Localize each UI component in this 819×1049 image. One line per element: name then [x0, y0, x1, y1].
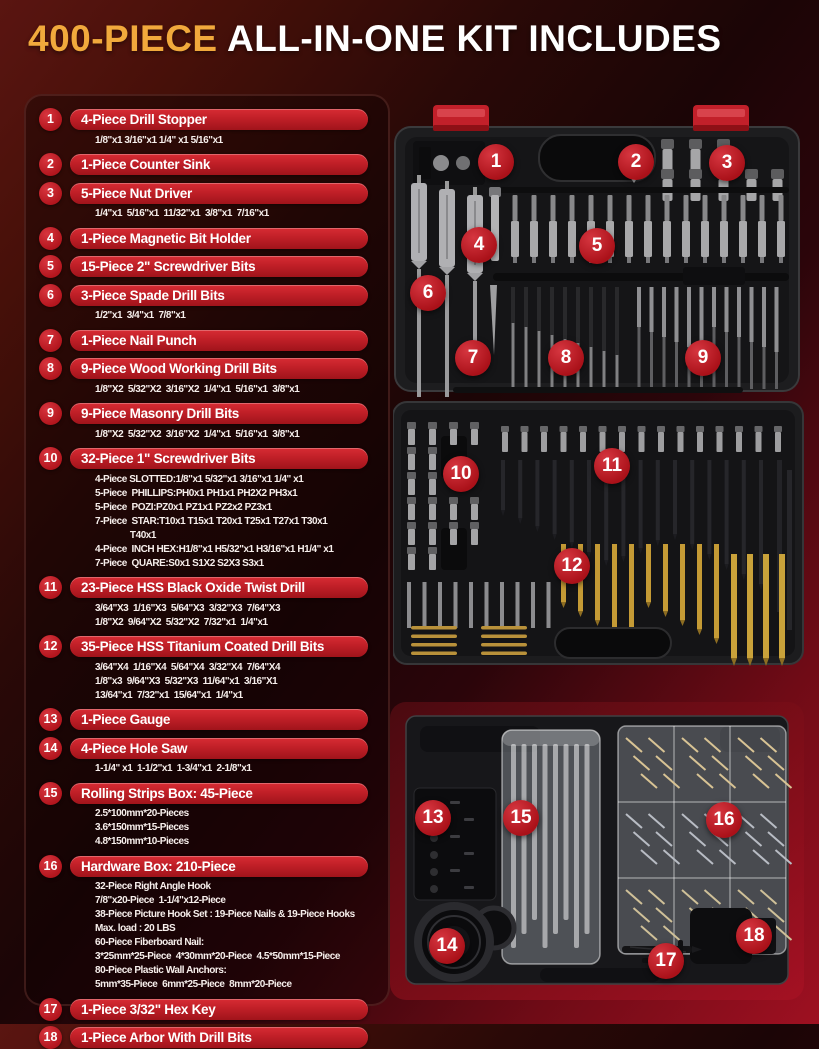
list-item-head	[39, 737, 388, 760]
item-detail-line: 3/64"X3 1/16"X3 5/64"X3 3/32"X3 7/64"X3	[95, 602, 281, 614]
list-item	[39, 153, 388, 176]
item-detail-line: 32-Piece Right Angle Hook	[95, 881, 211, 892]
item-detail-line: 1/8"x3 9/64"X3 5/32"X3 11/64"x1 3/16"X1	[95, 675, 278, 687]
item-banner: 1-Piece Nail Punch	[70, 330, 368, 351]
item-details	[95, 602, 388, 630]
item-number-badge: 1	[39, 108, 62, 131]
kit-list-panel	[24, 94, 390, 1045]
list-item-head	[39, 182, 388, 205]
item-number-badge: 14	[39, 737, 62, 760]
item-banner: 1-Piece 3/32" Hex Key	[70, 999, 368, 1020]
photo-callout-10: 10	[443, 456, 479, 492]
item-detail-line: 3*25mm*25-Piece 4*30mm*20-Piece 4.5*50mm*15-Piece	[95, 951, 341, 962]
photo-callout-9: 9	[685, 340, 721, 376]
item-number-badge: 6	[39, 284, 62, 307]
list-item-head	[39, 635, 388, 658]
item-details	[95, 428, 388, 442]
list-item-head	[39, 357, 388, 380]
item-details	[95, 309, 388, 323]
item-number-badge: 4	[39, 227, 62, 250]
list-item-head	[39, 782, 388, 805]
list-item	[39, 998, 388, 1021]
list-item-head	[39, 855, 388, 878]
list-item	[39, 284, 388, 324]
kit-list	[39, 108, 388, 1049]
item-banner: 23-Piece HSS Black Oxide Twist Drill	[70, 577, 368, 598]
item-detail-line: 4-Piece SLOTTED:1/8"x1 5/32"x1 3/16"x1 1/4" x1	[95, 473, 304, 485]
item-detail-line: 7-Piece QUARE:S0x1 S1X2 S2X3 S3x1	[95, 557, 264, 569]
photo-callout-15: 15	[503, 800, 539, 836]
item-banner: 9-Piece Wood Working Drill Bits	[70, 358, 368, 379]
item-detail-line: 3/64"X4 1/16"X4 5/64"X4 3/32"X4 7/64"X4	[95, 661, 281, 673]
item-banner: 1-Piece Magnetic Bit Holder	[70, 228, 368, 249]
item-number-badge: 16	[39, 855, 62, 878]
photo-callout-7: 7	[455, 340, 491, 376]
item-banner: 4-Piece Hole Saw	[70, 738, 368, 759]
item-detail-line: 7/8"x20-Piece 1-1/4"x12-Piece	[95, 895, 226, 906]
item-detail-line: 2.5*100mm*20-Pieces	[95, 808, 189, 819]
list-item	[39, 708, 388, 731]
photo-callout-13: 13	[415, 800, 451, 836]
item-banner: 9-Piece Masonry Drill Bits	[70, 403, 368, 424]
item-detail-line: 1-1/4" x1 1-1/2"x1 1-3/4"x1 2-1/8"x1	[95, 763, 252, 774]
item-detail-line: 4.8*150mm*10-Pieces	[95, 836, 189, 847]
item-details	[95, 807, 388, 849]
item-detail-line: 4-Piece INCH HEX:H1/8"x1 H5/32"x1 H3/16"x1 H1/4" x1	[95, 543, 334, 555]
list-item	[39, 737, 388, 777]
item-detail-line: 7-Piece STAR:T10x1 T15x1 T20x1 T25x1 T27x1 T30x1	[95, 515, 328, 527]
title-highlight: 400-PIECE	[28, 18, 218, 59]
item-number-badge: 18	[39, 1026, 62, 1049]
photo-callout-14: 14	[429, 928, 465, 964]
photo-callout-2: 2	[618, 144, 654, 180]
item-number-badge: 17	[39, 998, 62, 1021]
list-item-head	[39, 998, 388, 1021]
list-item-head	[39, 1026, 388, 1049]
list-item	[39, 182, 388, 222]
list-item-head	[39, 153, 388, 176]
item-details	[95, 134, 388, 148]
item-details	[95, 762, 388, 776]
title-rest: ALL-IN-ONE KIT INCLUDES	[217, 18, 722, 59]
item-number-badge: 9	[39, 402, 62, 425]
list-item	[39, 108, 388, 148]
photo-callout-18: 18	[736, 918, 772, 954]
list-item-head	[39, 447, 388, 470]
item-detail-line: 5-Piece PHILLIPS:PH0x1 PH1x1 PH2X2 PH3x1	[95, 487, 298, 499]
item-details	[95, 207, 388, 221]
list-item-head	[39, 402, 388, 425]
item-banner: 5-Piece Nut Driver	[70, 183, 368, 204]
item-detail-line: 1/8"X2 5/32"X2 3/16"X2 1/4"x1 5/16"x1 3/8"x1	[95, 383, 300, 395]
item-number-badge: 7	[39, 329, 62, 352]
list-item-head	[39, 227, 388, 250]
case-bottom-illustration	[393, 396, 807, 670]
list-item-head	[39, 329, 388, 352]
list-item	[39, 329, 388, 352]
photo-accessory-tray	[390, 696, 810, 1006]
list-item-head	[39, 576, 388, 599]
item-number-badge: 8	[39, 357, 62, 380]
photo-case-top	[393, 103, 807, 397]
page-title	[28, 18, 722, 60]
item-banner: 32-Piece 1" Screwdriver Bits	[70, 448, 368, 469]
list-item-head	[39, 255, 388, 278]
item-number-badge: 11	[39, 576, 62, 599]
item-details	[95, 383, 388, 397]
list-item	[39, 447, 388, 571]
list-item-head	[39, 108, 388, 131]
item-banner: 3-Piece Spade Drill Bits	[70, 285, 368, 306]
item-detail-line: 80-Piece Plastic Wall Anchors:	[95, 965, 227, 976]
item-banner: 1-Piece Gauge	[70, 709, 368, 730]
item-detail-line: Max. load : 20 LBS	[95, 923, 176, 934]
list-item	[39, 1026, 388, 1049]
item-detail-line: 3.6*150mm*15-Pieces	[95, 822, 189, 833]
item-detail-line: 60-Piece Fiberboard Nail:	[95, 937, 204, 948]
photo-case-bottom	[393, 396, 807, 670]
item-detail-line: 1/8"X2 9/64"X2 5/32"X2 7/32"x1 1/4"x1	[95, 616, 268, 628]
item-detail-line: 1/8"x1 3/16"x1 1/4" x1 5/16"x1	[95, 134, 223, 146]
item-detail-line: 13/64"x1 7/32"x1 15/64"x1 1/4"x1	[95, 689, 243, 701]
item-number-badge: 10	[39, 447, 62, 470]
list-item	[39, 782, 388, 850]
item-banner: Rolling Strips Box: 45-Piece	[70, 783, 368, 804]
list-item	[39, 855, 388, 993]
photo-callout-4: 4	[461, 227, 497, 263]
item-banner: 1-Piece Counter Sink	[70, 154, 368, 175]
list-item	[39, 402, 388, 442]
list-item-head	[39, 708, 388, 731]
item-banner: 4-Piece Drill Stopper	[70, 109, 368, 130]
item-number-badge: 3	[39, 182, 62, 205]
item-detail-line: 1/4"x1 5/16"x1 11/32"x1 3/8"x1 7/16"x1	[95, 208, 269, 219]
photo-callout-12: 12	[554, 548, 590, 584]
photo-callout-1: 1	[478, 144, 514, 180]
photo-callout-3: 3	[709, 145, 745, 181]
item-detail-line: 1/2"x1 3/4"x1 7/8"x1	[95, 310, 186, 321]
item-number-badge: 5	[39, 255, 62, 278]
photo-callout-8: 8	[548, 340, 584, 376]
photo-callout-5: 5	[579, 228, 615, 264]
list-item	[39, 255, 388, 278]
list-item-head	[39, 284, 388, 307]
item-details	[95, 473, 388, 571]
item-banner: 15-Piece 2" Screwdriver Bits	[70, 256, 368, 277]
item-number-badge: 12	[39, 635, 62, 658]
list-item	[39, 357, 388, 397]
photo-callout-17: 17	[648, 943, 684, 979]
item-detail-line: 5mm*35-Piece 6mm*25-Piece 8mm*20-Piece	[95, 979, 292, 990]
list-item	[39, 227, 388, 250]
photo-callout-11: 11	[594, 448, 630, 484]
item-banner: 1-Piece Arbor With Drill Bits	[70, 1027, 368, 1048]
item-detail-line: 1/8"X2 5/32"X2 3/16"X2 1/4"x1 5/16"x1 3/8"x1	[95, 428, 300, 440]
item-banner: Hardware Box: 210-Piece	[70, 856, 368, 877]
item-detail-line: T40x1	[95, 529, 157, 541]
photo-callout-16: 16	[706, 802, 742, 838]
photo-callout-6: 6	[410, 275, 446, 311]
item-banner: 35-Piece HSS Titanium Coated Drill Bits	[70, 636, 368, 657]
item-detail-line: 5-Piece POZI:PZ0x1 PZ1x1 PZ2x2 PZ3x1	[95, 501, 272, 513]
item-details	[95, 661, 388, 703]
item-number-badge: 2	[39, 153, 62, 176]
list-item	[39, 576, 388, 630]
list-item	[39, 635, 388, 703]
item-number-badge: 13	[39, 708, 62, 731]
item-detail-line: 38-Piece Picture Hook Set : 19-Piece Nails & 19-Piece Hooks	[95, 909, 355, 920]
item-number-badge: 15	[39, 782, 62, 805]
item-details	[95, 880, 388, 992]
